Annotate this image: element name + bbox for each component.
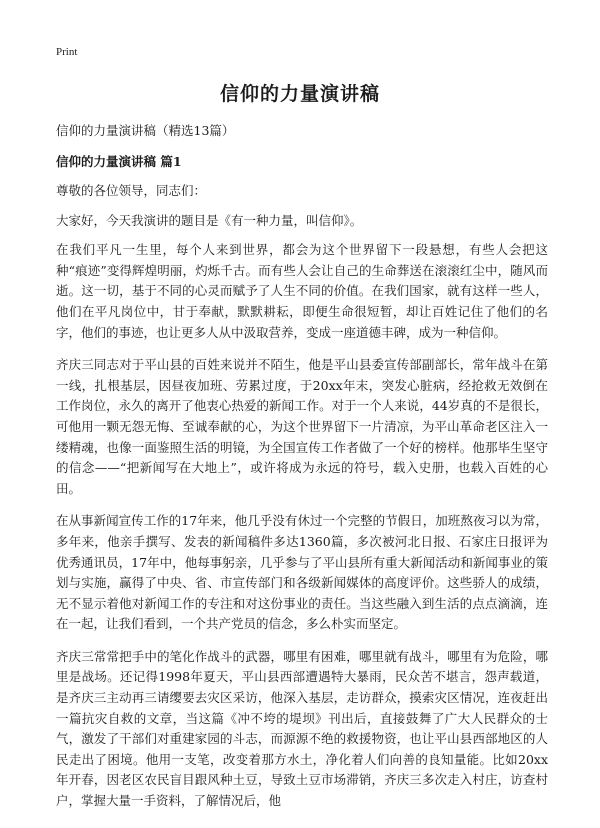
section-heading: 信仰的力量演讲稿 篇1 <box>56 154 182 169</box>
body-paragraph: 齐庆三同志对于平山县的百姓来说并不陌生，他是平山县委宣传部副部长，常年战斗在第一线，扎根基层，因昼夜加班、劳累过度，于20xx年末，突发心脏病，经抢救无效倒在工作岗位，永久的离开了他衷心热爱的新闻工作。对于一个人来说，44岁真的不是很长，可他用一颗无怨无悔、至诚奉献的心，为这个世界留下一片清凉，为平山革命老区注入一缕精魂，也像一面鉴照生活的明镜，为全国宣传工作者做了一个好的榜样。他那毕生坚守的信念——“把新闻写在大地上”，或许将成为永远的符号，载入史册，也载入百姓的心田。 <box>56 357 548 496</box>
document-subtitle: 信仰的力量演讲稿（精选13篇） <box>56 123 235 138</box>
body-paragraph: 齐庆三常常把手中的笔化作战斗的武器，哪里有困难，哪里就有战斗，哪里有为危险，哪里是战场。还记得1998年夏天，平山县西部遭遇特大暴雨，民众苦不堪言，怨声载道，是齐庆三主动再三请缨要去灾区采访，他深入基层，走访群众，摸索灾区情况，连夜赶出一篇抗灾自救的文章，当这篇《冲不垮的堤坝》刊出后，直接鼓舞了广大人民群众的士气，激发了干部们对重建家园的斗志，而源源不绝的救援物资，也让平山县西部地区的人民走出了困境。他用一支笔，改变着那方水土，净化着人们向善的良知量能。比如20xx年开春，因老区农民盲目跟风种土豆，导致土豆市场滞销，齐庆三多次走入村庄，访查村户，掌握大量一手资料，了解情况后，他 <box>56 648 548 809</box>
document-body <box>56 181 548 824</box>
document-title: 信仰的力量演讲稿 <box>219 83 380 105</box>
body-paragraph: 在我们平凡一生里，每个人来到世界，都会为这个世界留下一段悬想，有些人会把这种“痕迹”变得辉煌明丽，灼烁千古。而有些人会让自己的生命葬送在滚滚红尘中，随风而逝。这一切，基于不同的心灵而赋予了人生不同的价值。在我们国家，就有这样一些人，他们在平凡岗位中，甘于奉献，默默耕耘，即便生命很短暂，却让百姓记住了他们的名字，他们的事迹，也让更多人从中汲取营养，变成一座道德丰碑，成为一种信仰。 <box>56 242 548 340</box>
print-label: Print <box>56 46 78 58</box>
body-paragraph: 在从事新闻宣传工作的17年来，他几乎没有休过一个完整的节假日，加班熬夜习以为常，多年来，他亲手撰写、发表的新闻稿件多达1360篇，多次被河北日报、石家庄日报评为优秀通讯员，17年中，他每事躬亲，几乎参与了平山县所有重大新闻活动和新闻事业的策划与实施，赢得了中央、省、市宣传部门和各级新闻媒体的高度评价。这些骄人的成绩，无不显示着他对新闻工作的专注和对这份事业的责任。当这些融入到生活的点点滴滴，连在一起，让我们看到，一个共产党员的信念，多么朴实而坚定。 <box>56 513 548 632</box>
salutation-paragraph: 尊敬的各位领导，同志们： <box>56 183 207 198</box>
intro-paragraph: 大家好，今天我演讲的题目是《有一种力量，叫信仰》。 <box>56 212 363 228</box>
